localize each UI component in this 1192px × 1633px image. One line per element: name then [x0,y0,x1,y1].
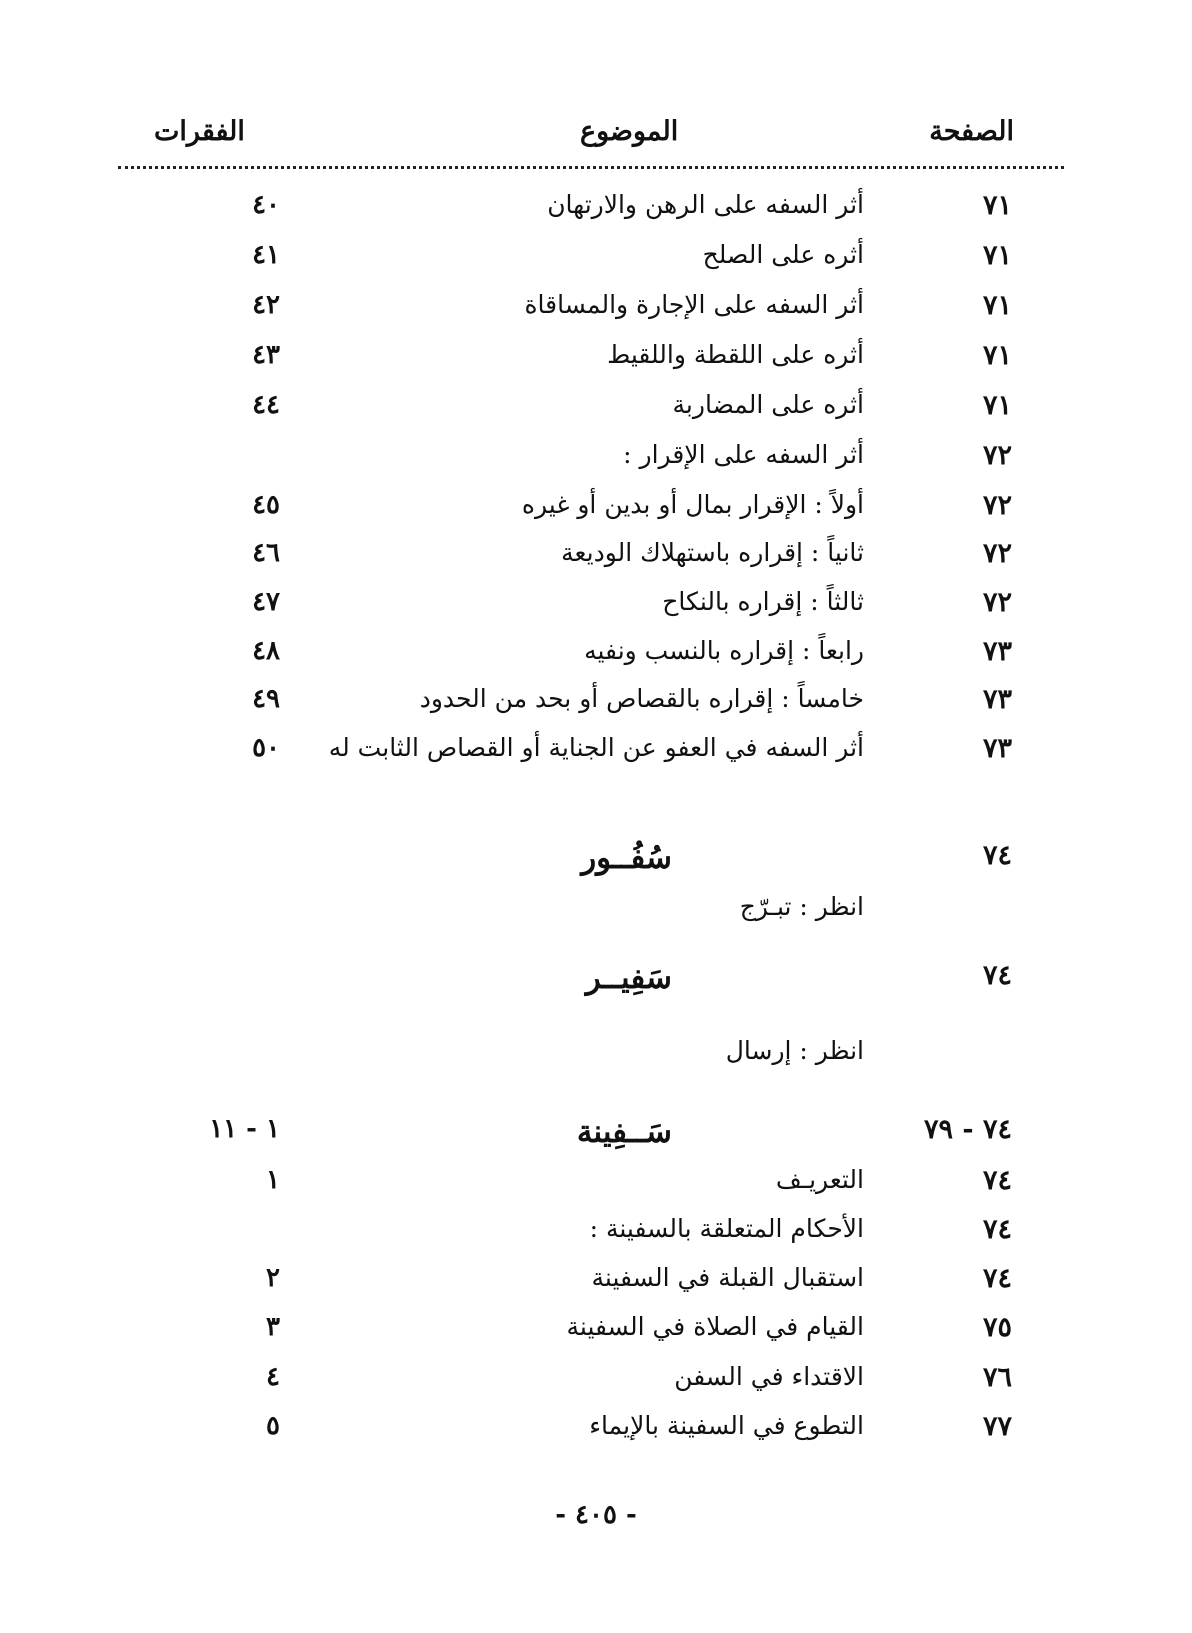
index-row [0,684,1192,734]
header-paragraphs-label: الفقرات [154,116,245,147]
row-paragraph-number: ٤٨ [252,636,280,666]
row-topic: القيام في الصلاة في السفينة [566,1312,864,1341]
index-row [0,733,1192,783]
index-row [0,290,1192,340]
index-header [118,110,1064,169]
index-row [0,636,1192,686]
row-paragraph-number: ١ - ١١ [209,1114,280,1144]
row-topic: ثانياً : إقراره باستهلاك الوديعة [561,538,864,567]
entry-heading: سَفِيــر [585,960,672,996]
row-topic: أثره على المضاربة [672,390,864,419]
row-page-number: ٧٤ [982,840,1012,871]
row-page-number: ٧٢ [982,490,1012,521]
row-topic: الاقتداء في السفن [674,1362,864,1391]
index-row [0,240,1192,290]
index-row [0,1214,1192,1264]
cross-reference: انظر : إرسال [725,1036,864,1065]
row-paragraph-number: ٤٢ [252,290,280,320]
row-topic: استقبال القبلة في السفينة [591,1263,864,1292]
row-page-number: ٧٢ [982,440,1012,471]
row-page-number: ٧٢ [982,587,1012,618]
index-heading-row [0,1114,1192,1164]
index-row [0,1312,1192,1362]
row-page-number: ٧٥ [982,1312,1012,1343]
row-page-number: ٧٤ [982,1263,1012,1294]
index-row [0,587,1192,637]
row-topic: أثر السفه في العفو عن الجناية أو القصاص الثابت له [328,733,864,762]
row-paragraph-number: ١ [266,1165,280,1195]
index-row [0,490,1192,540]
row-page-number: ٧٤ [982,1165,1012,1196]
row-paragraph-number: ٣ [266,1312,280,1342]
cross-reference: انظر : تبـرّج [739,892,864,921]
row-page-number: ٧٦ [982,1362,1012,1393]
row-paragraph-number: ٤١ [252,240,280,270]
row-topic: ثالثاً : إقراره بالنكاح [662,587,864,616]
row-paragraph-number: ٥٠ [252,733,280,763]
row-page-number: ٧٣ [982,636,1012,667]
row-paragraph-number: ٤٩ [252,684,280,714]
row-topic: أثره على اللقطة واللقيط [607,340,864,369]
row-topic: التعريـف [775,1165,864,1194]
index-row [0,440,1192,490]
row-page-number: ٧١ [982,240,1012,271]
row-topic: رابعاً : إقراره بالنسب ونفيه [584,636,864,665]
index-heading-row [0,840,1192,890]
row-page-number: ٧٤ [982,1214,1012,1245]
row-topic: أثر السفه على الرهن والارتهان [547,190,864,219]
index-row [0,1263,1192,1313]
row-page-number: ٧٤ [982,960,1012,991]
page-number-footer: - ٤٠٥ - [555,1500,637,1530]
row-page-number: ٧١ [982,390,1012,421]
header-page-label: الصفحة [929,116,1014,147]
row-page-number: ٧٣ [982,733,1012,764]
row-page-number: ٧٢ [982,538,1012,569]
row-paragraph-number: ٢ [266,1263,280,1293]
row-paragraph-number: ٤٠ [252,190,280,220]
entry-heading: سَــفِينة [576,1114,672,1150]
row-page-number: ٧١ [982,340,1012,371]
row-topic: أثره على الصلح [702,240,864,269]
row-topic: أثر السفه على الإجارة والمساقاة [524,290,864,319]
row-topic: الأحكام المتعلقة بالسفينة : [589,1214,864,1243]
index-row [0,1411,1192,1461]
entry-heading: سُفُــور [581,840,672,876]
row-page-number: ٧٧ [982,1411,1012,1442]
index-row [0,390,1192,440]
index-row [0,340,1192,390]
index-row [0,1036,1192,1086]
header-topic-label: الموضوع [580,116,679,147]
row-paragraph-number: ٤٤ [252,390,280,420]
row-page-number: ٧٣ [982,684,1012,715]
row-topic: خامساً : إقراره بالقصاص أو بحد من الحدود [419,684,864,713]
index-row [0,190,1192,240]
row-page-number: ٧١ [982,290,1012,321]
index-row [0,1165,1192,1215]
row-page-number: ٧١ [982,190,1012,221]
row-paragraph-number: ٤٣ [252,340,280,370]
row-paragraph-number: ٤ [266,1362,280,1392]
row-paragraph-number: ٤٧ [252,587,280,617]
row-paragraph-number: ٥ [266,1411,280,1441]
row-paragraph-number: ٤٥ [252,490,280,520]
index-row [0,538,1192,588]
row-topic: التطوع في السفينة بالإيماء [589,1411,864,1440]
row-page-number: ٧٤ - ٧٩ [923,1114,1012,1145]
index-row [0,1362,1192,1412]
row-topic: أولاً : الإقرار بمال أو بدين أو غيره [521,490,864,519]
row-topic: أثر السفه على الإقرار : [623,440,864,469]
index-row [0,892,1192,942]
index-heading-row [0,960,1192,1010]
row-paragraph-number: ٤٦ [252,538,280,568]
